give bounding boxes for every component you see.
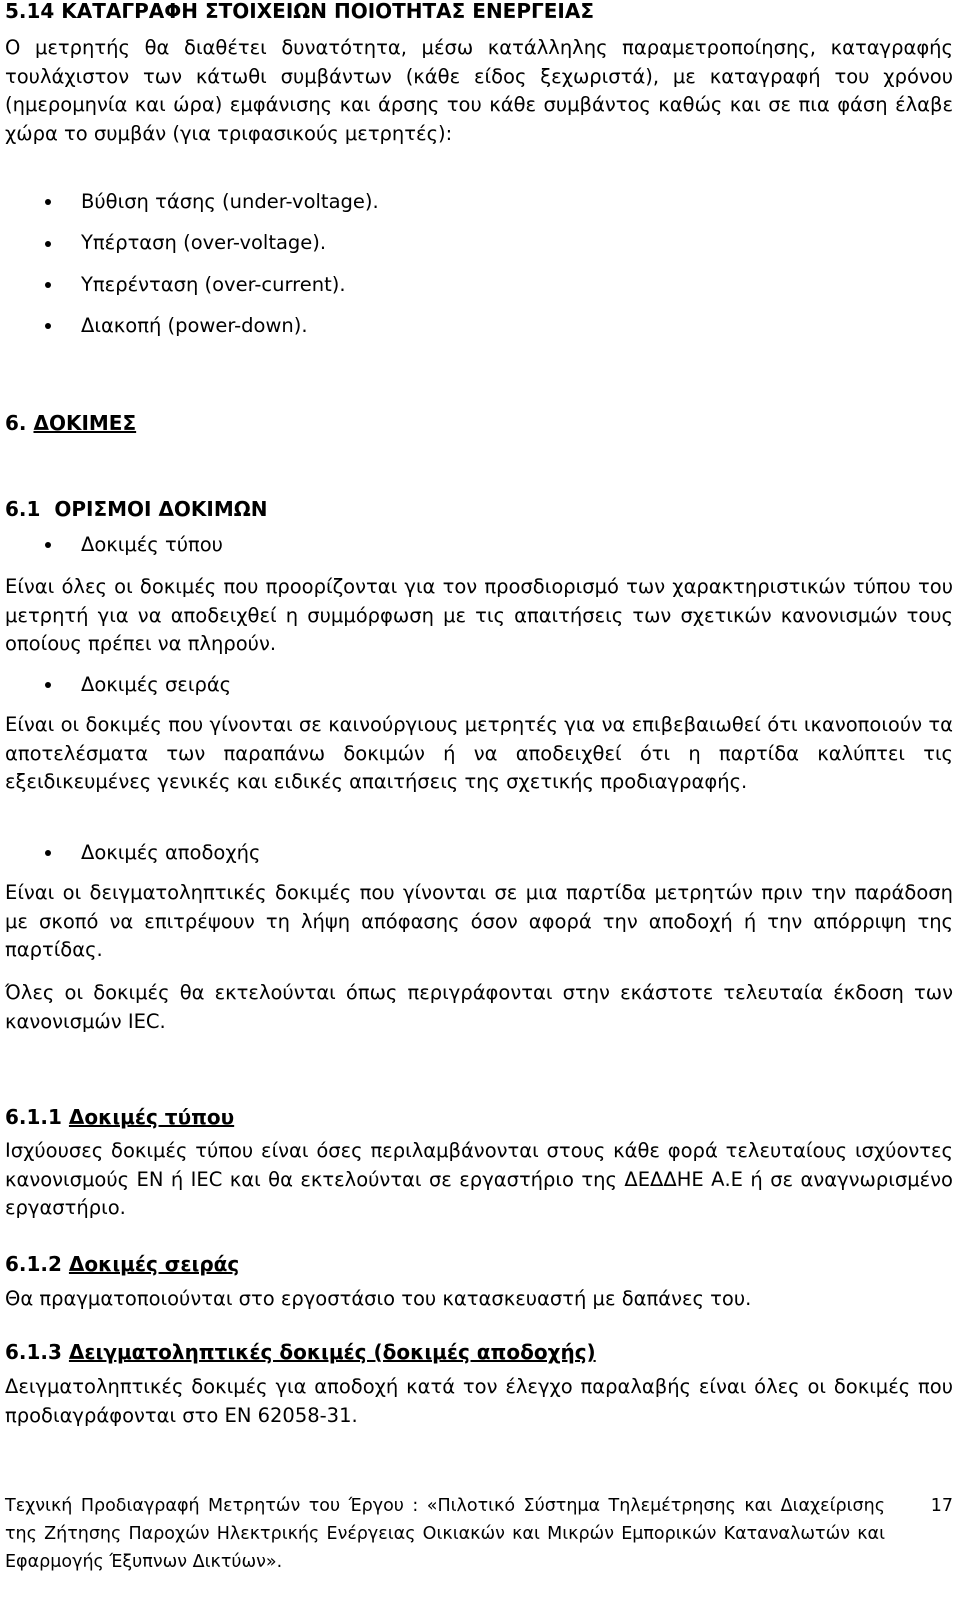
page-footer <box>5 1492 953 1576</box>
section-6-title: ΔΟΚΙΜΕΣ <box>33 411 137 435</box>
type-tests-bullet: Δοκιμές τύπου <box>5 531 953 560</box>
section-6-1-1-heading <box>5 1103 953 1131</box>
section-6-1-2-heading <box>5 1250 953 1278</box>
section-6-1-1-text: Ισχύουσες δοκιμές τύπου είναι όσες περιλαμβάνονται στους κάθε φορά τελευταίους ισχύοντες κανονισμούς EN ή IEC και θα εκτελούνται σε εργαστήριο της ΔΕΔΔΗΕ Α.Ε ή σε αναγνωρισμένο εργαστήριο. <box>5 1139 953 1220</box>
section-5-14-intro: Ο μετρητής θα διαθέτει δυνατότητα, μέσω κατάλληλης παραμετροποίησης, καταγραφής τουλάχιστον των κάτωθι συμβάντων (κάθε είδος ξεχωριστά), με καταγραφή του χρόνου (ημερομηνία και ώρα) εμφάνισης και άρσης του κάθε συμβάντος καθώς και σε πια φάση έλαβε χώρα το συμβάν (για τριφασικούς μετρητές): <box>5 36 953 145</box>
type-tests-bullet-list <box>5 531 953 560</box>
footer-text: Τεχνική Προδιαγραφή Μετρητών του Έργου : «Πιλοτικό Σύστημα Τηλεμέτρησης και Διαχείρισης της Ζήτησης Παροχών Ηλεκτρικής Ενέργειας Οικιακών και Μικρών Εμπορικών Καταναλωτών και Εφαρμογής Έξυπνων Δικτύων». <box>5 1496 885 1572</box>
section-6-1-2-title: Δοκιμές σειράς <box>68 1252 240 1276</box>
section-6-1-number: 6.1 <box>5 497 41 521</box>
page-number: 17 <box>930 1496 953 1516</box>
section-6-heading <box>5 409 953 437</box>
section-6-1-2-text: Θα πραγματοποιούνται στο εργοστάσιο του κατασκευαστή με δαπάνες του. <box>5 1287 752 1310</box>
section-6-number: 6. <box>5 411 27 435</box>
section-6-1-title: ΟΡΙΣΜΟΙ ΔΟΚΙΜΩΝ <box>54 497 268 521</box>
acceptance-tests-bullet-list <box>5 839 953 868</box>
section-6-1-3-text: Δειγματοληπτικές δοκιμές για αποδοχή κατά τον έλεγχο παραλαβής είναι όλες οι δοκιμές που προδιαγράφονται στο EN 62058-31. <box>5 1375 953 1427</box>
type-tests-definition: Είναι όλες οι δοκιμές που προορίζονται για τον προσδιορισμό των χαρακτηριστικών τύπου του μετρητή για να αποδειχθεί η συμμόρφωση με τις απαιτήσεις των σχετικών κανονισμών τους οποίους πρέπει να πληρούν. <box>5 575 953 656</box>
acceptance-tests-definition: Είναι οι δειγματοληπτικές δοκιμές που γίνονται σε μια παρτίδα μετρητών πριν την παράδοση με σκοπό να επιτρέψουν τη λήψη απόφασης όσον αφορά την αποδοχή ή την απόρριψη της παρτίδας. <box>5 881 953 962</box>
section-6-1-3-heading <box>5 1338 953 1366</box>
section-6-1-3-number: 6.1.3 <box>5 1340 62 1364</box>
section-6-1-2-number: 6.1.2 <box>5 1252 62 1276</box>
routine-tests-definition: Είναι οι δοκιμές που γίνονται σε καινούργιους μετρητές για να επιβεβαιωθεί ότι ικανοποιούν τα αποτελέσματα των παραπάνω δοκιμών ή να αποδειχθεί ότι η παρτίδα καλύπτει τις εξειδικευμένες γενικές και ειδικές απαιτήσεις της σχετικής προδιαγραφής. <box>5 713 953 794</box>
list-item: Υπέρταση (over-voltage). <box>5 229 953 258</box>
list-item: Υπερένταση (over-current). <box>5 271 953 300</box>
section-6-1-3-title: Δειγματοληπτικές δοκιμές (δοκιμές αποδοχής) <box>68 1340 596 1364</box>
list-item: Βύθιση τάσης (under-voltage). <box>5 188 953 217</box>
section-5-14-heading: 5.14 ΚΑΤΑΓΡΑΦΗ ΣΤΟΙΧΕΙΩΝ ΠΟΙΟΤΗΤΑΣ ΕΝΕΡΓΕΙΑΣ <box>5 0 594 23</box>
section-6-1-1-title: Δοκιμές τύπου <box>68 1105 235 1129</box>
events-list <box>5 188 953 340</box>
routine-tests-bullet: Δοκιμές σειράς <box>5 671 953 700</box>
iec-closing-paragraph: Όλες οι δοκιμές θα εκτελούνται όπως περιγράφονται στην εκάστοτε τελευταία έκδοση των κανονισμών IEC. <box>5 981 953 1033</box>
section-6-1-heading <box>5 495 953 523</box>
routine-tests-bullet-list <box>5 671 953 700</box>
acceptance-tests-bullet: Δοκιμές αποδοχής <box>5 839 953 868</box>
list-item: Διακοπή (power-down). <box>5 312 953 341</box>
section-6-1-1-number: 6.1.1 <box>5 1105 62 1129</box>
